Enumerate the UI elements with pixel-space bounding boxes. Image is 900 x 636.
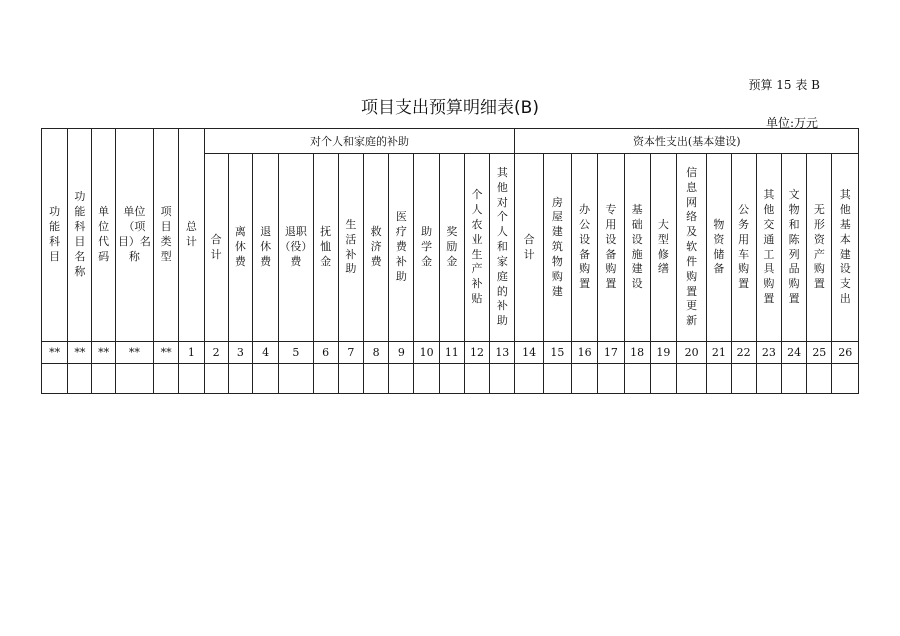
data-cell (204, 364, 228, 394)
header-scholarship: 助学金 (414, 154, 439, 342)
index-cell: 22 (731, 342, 756, 364)
index-cell: 24 (781, 342, 806, 364)
data-cell (807, 364, 832, 394)
data-cell (115, 364, 153, 394)
header-infrastructure: 基础设施建设 (624, 154, 650, 342)
header-total: 总计 (179, 129, 204, 342)
index-cell: 5 (279, 342, 313, 364)
data-cell (42, 364, 68, 394)
data-cell (756, 364, 781, 394)
header-living-subsidy: 生活补助 (338, 154, 363, 342)
header-compensation: 抚恤金 (313, 154, 338, 342)
data-cell (279, 364, 313, 394)
group-capital-expenditure: 资本性支出(基本建设) (515, 129, 859, 154)
header-unit-code: 单位代码 (92, 129, 115, 342)
data-cell (68, 364, 92, 394)
form-number: 预算 15 表 B (748, 78, 820, 92)
data-cell (781, 364, 806, 394)
header-other-construction: 其他基本建设支出 (832, 154, 859, 342)
data-cell (598, 364, 624, 394)
page-title: 项目支出预算明细表(B) (361, 98, 539, 118)
data-row (42, 364, 859, 394)
header-other-vehicle: 其他交通工具购置 (756, 154, 781, 342)
header-personal-subtotal: 合计 (204, 154, 228, 342)
header-agri-subsidy: 个人农业生产补贴 (464, 154, 489, 342)
data-cell (515, 364, 543, 394)
header-special-equipment: 专用设备购置 (598, 154, 624, 342)
budget-table (41, 128, 859, 394)
index-cell: 6 (313, 342, 338, 364)
index-cell: 4 (252, 342, 278, 364)
header-unit-name: 单位（项目）名称 (115, 129, 153, 342)
index-cell: 8 (364, 342, 389, 364)
unit-label: 单位:万元 (765, 116, 818, 130)
data-cell (490, 364, 515, 394)
header-major-repair: 大型修缮 (650, 154, 676, 342)
header-cultural-relics: 文物和陈列品购置 (781, 154, 806, 342)
header-reward: 奖励金 (439, 154, 464, 342)
index-cell: 17 (598, 342, 624, 364)
header-office-equipment: 办公设备购置 (572, 154, 598, 342)
index-cell: ** (154, 342, 179, 364)
data-cell (707, 364, 731, 394)
index-cell: 14 (515, 342, 543, 364)
index-cell: 16 (572, 342, 598, 364)
index-cell: ** (42, 342, 68, 364)
data-cell (154, 364, 179, 394)
index-cell: 20 (677, 342, 707, 364)
data-cell (731, 364, 756, 394)
index-cell: 21 (707, 342, 731, 364)
index-cell: 23 (756, 342, 781, 364)
index-cell: 2 (204, 342, 228, 364)
header-it-network: 信息网络及软件购置更新 (677, 154, 707, 342)
data-cell (543, 364, 571, 394)
index-cell: 13 (490, 342, 515, 364)
header-intangible-assets: 无形资产购置 (807, 154, 832, 342)
index-cell: 11 (439, 342, 464, 364)
index-cell: 9 (389, 342, 414, 364)
data-cell (572, 364, 598, 394)
data-cell (364, 364, 389, 394)
data-cell (228, 364, 252, 394)
index-cell: ** (68, 342, 92, 364)
data-cell (338, 364, 363, 394)
data-cell (92, 364, 115, 394)
header-project-type: 项目类型 (154, 129, 179, 342)
header-func-name: 功能科目名称 (68, 129, 92, 342)
index-cell: 19 (650, 342, 676, 364)
data-cell (832, 364, 859, 394)
index-cell: 15 (543, 342, 571, 364)
data-cell (439, 364, 464, 394)
header-medical-subsidy: 医疗费补助 (389, 154, 414, 342)
index-cell: 1 (179, 342, 204, 364)
header-retirement-fee: 离休费 (228, 154, 252, 342)
header-pension-fee: 退休费 (252, 154, 278, 342)
index-cell: 10 (414, 342, 439, 364)
index-cell: 26 (832, 342, 859, 364)
index-cell: 3 (228, 342, 252, 364)
index-cell: 18 (624, 342, 650, 364)
header-capital-subtotal: 合计 (515, 154, 543, 342)
index-row (42, 342, 859, 364)
data-cell (389, 364, 414, 394)
group-personal-subsidy: 对个人和家庭的补助 (204, 129, 515, 154)
header-official-vehicle: 公务用车购置 (731, 154, 756, 342)
index-cell: ** (92, 342, 115, 364)
header-material-reserve: 物资储备 (707, 154, 731, 342)
header-building: 房屋建筑物购建 (543, 154, 571, 342)
header-func-code: 功能科目 (42, 129, 68, 342)
index-cell: ** (115, 342, 153, 364)
index-cell: 12 (464, 342, 489, 364)
header-other-personal: 其他对个人和家庭的补助 (490, 154, 515, 342)
header-relief-fee: 救济费 (364, 154, 389, 342)
data-cell (464, 364, 489, 394)
data-cell (313, 364, 338, 394)
data-cell (677, 364, 707, 394)
index-cell: 7 (338, 342, 363, 364)
index-cell: 25 (807, 342, 832, 364)
data-cell (252, 364, 278, 394)
data-cell (650, 364, 676, 394)
data-cell (624, 364, 650, 394)
data-cell (179, 364, 204, 394)
data-cell (414, 364, 439, 394)
header-resignation-fee: 退职（役）费 (279, 154, 313, 342)
